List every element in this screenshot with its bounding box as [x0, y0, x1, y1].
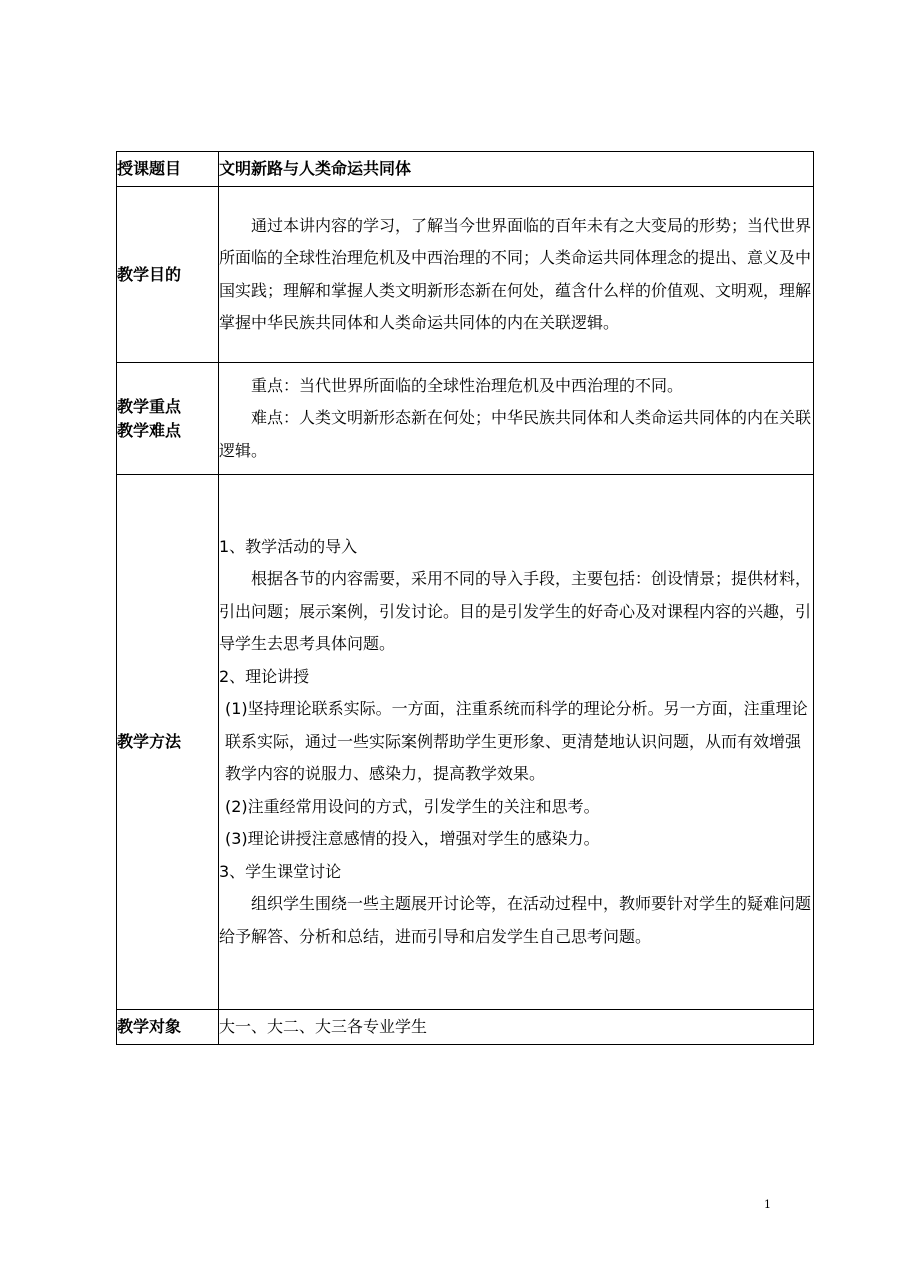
row-audience: [117, 1010, 814, 1045]
label-key: 教学重点: [117, 396, 182, 416]
methods-s3-heading: 3、学生课堂讨论: [219, 861, 342, 881]
difficult-point-text: 难点：人类文明新形态新在何处；中华民族共同体和人类命运共同体的内在关联逻辑。: [219, 408, 812, 460]
page-number: 1: [764, 1198, 771, 1211]
methods-s1-heading: 1、教学活动的导入: [219, 536, 358, 556]
label-methods: 教学方法: [117, 475, 219, 1010]
row-key-points: [117, 363, 814, 475]
key-point-text: 重点：当代世界所面临的全球性治理危机及中西治理的不同。: [251, 375, 684, 395]
methods-s2-item2: (2)注重经常用设问的方式，引发学生的关注和思考。: [225, 796, 600, 816]
methods-s3-text: 组织学生围绕一些主题展开讨论等，在活动过程中，教师要针对学生的疑难问题给予解答、分析和总结，进而引导和启发学生自己思考问题。: [219, 894, 812, 946]
label-topic: 授课题目: [117, 152, 219, 187]
lesson-plan-table: [116, 151, 814, 1045]
methods-cell: [219, 475, 814, 1010]
methods-s2-item1: (1)坚持理论联系实际。一方面，注重系统而科学的理论分析。另一方面，注重理论联系实际，通过一些实际案例帮助学生更形象、更清楚地认识问题，从而有效增强教学内容的说服力、感染力，提高教学效果。: [225, 699, 808, 784]
row-methods: [117, 475, 814, 1010]
label-difficult: 教学难点: [117, 420, 182, 440]
label-objectives: 教学目的: [117, 187, 219, 363]
course-title: 文明新路与人类命运共同体: [219, 152, 814, 187]
label-audience: 教学对象: [117, 1010, 219, 1045]
methods-s2-heading: 2、理论讲授: [219, 666, 310, 686]
methods-s2-item3: (3)理论讲授注意感情的投入，增强对学生的感染力。: [225, 829, 600, 849]
audience-value: 大一、大二、大三各专业学生: [219, 1010, 814, 1045]
row-objectives: [117, 187, 814, 363]
objectives-cell: [219, 187, 814, 363]
row-topic: [117, 152, 814, 187]
objectives-text: 通过本讲内容的学习，了解当今世界面临的百年未有之大变局的形势；当代世界所面临的全球性治理危机及中西治理的不同；人类命运共同体理念的提出、意义及中国实践；理解和掌握人类文明新形态新在何处，蕴含什么样的价值观、文明观，理解掌握中华民族共同体和人类命运共同体的内在关联逻辑。: [219, 215, 812, 332]
label-key-points: [117, 363, 219, 475]
key-points-cell: [219, 363, 814, 475]
methods-s1-text: 根据各节的内容需要，采用不同的导入手段，主要包括：创设情景；提供材料，引出问题；展示案例，引发讨论。目的是引发学生的好奇心及对课程内容的兴趣，引导学生去思考具体问题。: [219, 569, 812, 654]
